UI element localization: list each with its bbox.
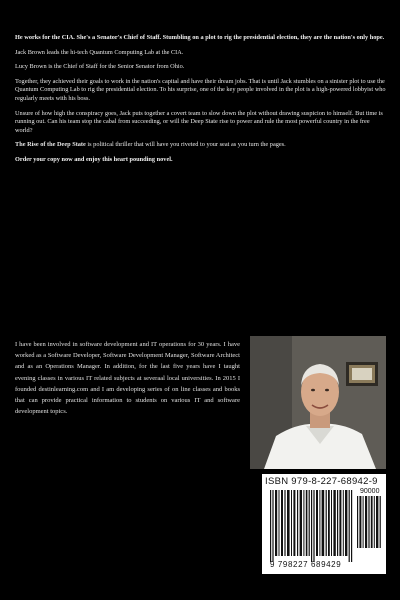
- blurb-rise-rest: is political thriller that will have you riveted to your seat as you turn the pages.: [85, 141, 286, 149]
- barcode-bars: [262, 474, 386, 574]
- blurb-hook: He works for the CIA. She's a Senator's Chief of Staff. Stumbling on a plot to rig the presidential election, they are the nation's only hope.: [15, 34, 385, 41]
- author-portrait-illustration: [250, 336, 386, 469]
- back-cover-blurb: [15, 34, 387, 171]
- author-photo: [250, 336, 386, 469]
- blurb-jack: Jack Brown leads the hi-tech Quantum Computing Lab at the CIA.: [15, 48, 184, 56]
- blurb-order: Order your copy now and enjoy this heart pounding novel.: [15, 155, 173, 163]
- blurb-together: Together, they achieved their goals to work in the nation's capital and have their dream jobs. That is until Jack stumbles on a sinister plot to use the Quantum Computing Lab to rig the presidential election. To his surprise, one of the key people involved in the plot is a high-powered lobbyist who regularly meets with his boss.: [15, 77, 386, 102]
- barcode-digits: 9 798227 689429: [270, 560, 342, 569]
- blurb-rise: [15, 141, 387, 150]
- isbn-label: ISBN 979-8-227-68942-9: [265, 476, 378, 487]
- author-bio: I have been involved in software development and IT operations for 30 years. I have worked as a Software Developer, Software Development Manager, Software Architect and as an Operations Manager. In addition, for the last five years have I taught evening classes in various IT related subjects at severaal local universities. In 2015 I founded destinlearning.com and I am developing series of on line classes and books that can provide practical information to students on various IT and software development topics.: [15, 341, 240, 416]
- blurb-unsure: Unsure of how high the conspiracy goes, Jack puts together a covert team to slow down the plot without drawing suspicion to himself. But time is running out. Can his team stop the cabal from succeeding, or will the Deep State rise to power and rule the most powerful country in the free world?: [15, 109, 383, 134]
- blurb-lucy: Lucy Brown is the Chief of Staff for the Senior Senator from Ohio.: [15, 63, 185, 71]
- book-title-mention: The Rise of the Deep State: [15, 141, 86, 149]
- price-code: 90000: [360, 488, 380, 495]
- isbn-barcode: [262, 474, 386, 574]
